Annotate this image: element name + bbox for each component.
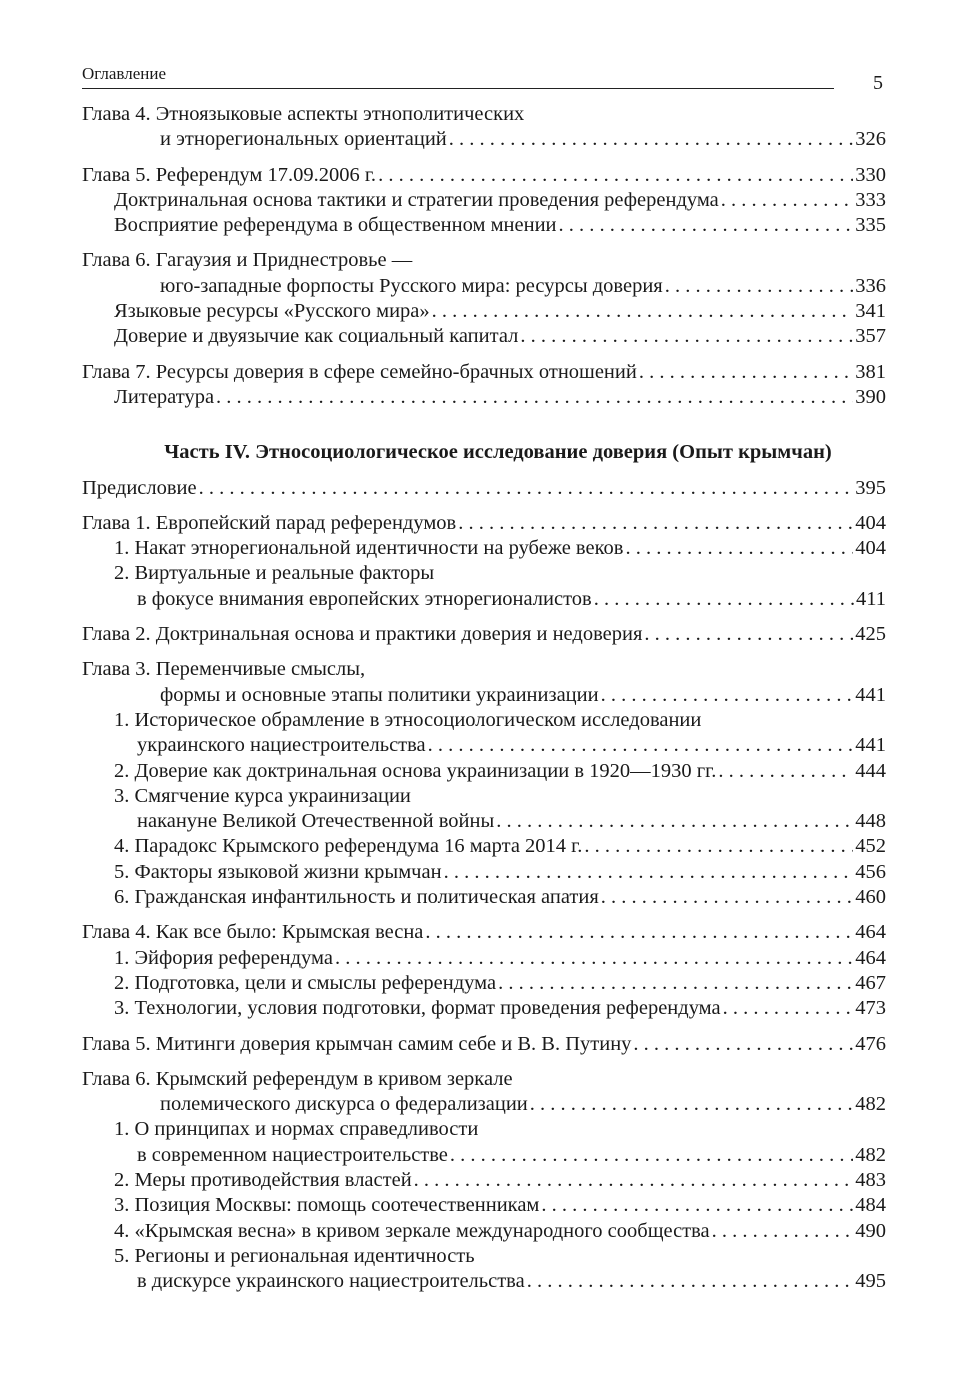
toc-entry-text: Доктринальная основа тактики и стратегии проведения референдума (114, 188, 719, 211)
toc-page-number: 357 (855, 325, 886, 348)
toc-page-number: 404 (855, 537, 886, 560)
toc-entry[interactable] (82, 1117, 886, 1142)
toc-entry-text: украинского нациестроительства (137, 734, 426, 757)
toc-entry[interactable] (82, 127, 886, 152)
toc-page-number: 404 (855, 511, 886, 534)
dot-leader (665, 274, 854, 299)
dot-leader (496, 809, 853, 834)
header-title: Оглавление (82, 64, 166, 83)
toc-entry[interactable] (82, 971, 886, 996)
dot-leader (644, 622, 853, 647)
toc-entry-text: 3. Смягчение курса украинизации (114, 784, 411, 807)
toc-group-g4 (82, 102, 886, 153)
toc-page-number: 336 (855, 274, 886, 297)
toc-entry-text: Восприятие референдума в общественном мнении (114, 214, 557, 237)
toc-entry-text: Глава 5. Референдум 17.09.2006 г. (82, 163, 377, 186)
toc-page-number: 460 (855, 886, 886, 909)
toc-group-g5 (82, 163, 886, 239)
toc-page-number: 490 (855, 1219, 886, 1242)
dot-leader (712, 1219, 854, 1244)
toc-entry[interactable] (82, 324, 886, 349)
toc-page-number: 333 (855, 188, 886, 211)
toc-page-number: 411 (856, 587, 886, 610)
toc-entry-text: формы и основные этапы политики украинизации (160, 683, 599, 706)
dot-leader (425, 920, 853, 945)
dot-leader (498, 971, 853, 996)
table-of-contents (82, 102, 886, 1294)
toc-entry[interactable] (82, 274, 886, 299)
toc-entry[interactable] (82, 1269, 886, 1294)
toc-entry-text: 2. Доверие как доктринальная основа украинизации в 1920—1930 гг. (114, 759, 717, 782)
toc-entry[interactable] (82, 683, 886, 708)
toc-page-number: 456 (855, 860, 886, 883)
toc-page-number: 444 (855, 759, 886, 782)
dot-leader (601, 683, 854, 708)
toc-entry-text: Доверие и двуязычие как социальный капитал (114, 325, 519, 348)
dot-leader (432, 299, 854, 324)
toc-entry[interactable] (82, 860, 886, 885)
toc-entry[interactable] (82, 299, 886, 324)
toc-entry-text: Глава 3. Переменчивые смыслы, (82, 658, 366, 681)
toc-entry-text: Глава 5. Митинги доверия крымчан самим себе и В. В. Путину (82, 1032, 632, 1055)
dot-leader (633, 1032, 853, 1057)
toc-group-g7 (82, 360, 886, 411)
running-header (82, 58, 834, 89)
toc-entry[interactable] (82, 1168, 886, 1193)
toc-entry-text: Глава 4. Как все было: Крымская весна (82, 921, 424, 944)
toc-entry[interactable] (82, 163, 886, 188)
dot-leader (444, 860, 854, 885)
dot-leader (639, 360, 853, 385)
dot-leader (378, 163, 853, 188)
toc-group-c2 (82, 622, 886, 647)
toc-entry-text: Глава 6. Крымский референдум в кривом зеркале (82, 1067, 513, 1090)
part-title: Часть IV. Этносоциологическое исследование доверия (Опыт крымчан) (164, 441, 832, 464)
toc-entry-text: Языковые ресурсы «Русского мира» (114, 300, 430, 323)
toc-entry-text: 2. Подготовка, цели и смыслы референдума (114, 971, 497, 994)
toc-entry[interactable] (82, 759, 886, 784)
toc-entry[interactable] (82, 561, 886, 586)
dot-leader (559, 213, 854, 238)
toc-entry-text: в дискурсе украинского нациестроительства (137, 1270, 525, 1293)
part4-section (82, 476, 886, 1295)
toc-entry[interactable] (82, 1067, 886, 1092)
toc-entry[interactable] (82, 708, 886, 733)
toc-page-number: 441 (855, 734, 886, 757)
page-number: 5 (873, 72, 883, 94)
toc-entry-text: 5. Факторы языковой жизни крымчан (114, 860, 442, 883)
toc-entry-text: 1. Эйфория референдума (114, 946, 333, 969)
toc-entry-text: в современном нациестроительстве (137, 1143, 448, 1166)
toc-entry[interactable] (82, 188, 886, 213)
toc-entry-text: полемического дискурса о федерализации (160, 1093, 528, 1116)
toc-entry[interactable] (82, 511, 886, 536)
toc-group-c4 (82, 920, 886, 1021)
toc-page-number: 381 (855, 360, 886, 383)
dot-leader (199, 476, 854, 501)
toc-entry-text: 1. Накат этнорегиональной идентичности на рубеже веков (114, 537, 624, 560)
toc-entry-text: Глава 2. Доктринальная основа и практики доверия и недоверия (82, 623, 643, 646)
toc-group-c1 (82, 511, 886, 612)
toc-entry[interactable] (82, 946, 886, 971)
toc-entry-text: накануне Великой Отечественной войны (137, 810, 495, 833)
toc-page-number: 326 (855, 128, 886, 151)
toc-entry-text: Глава 7. Ресурсы доверия в сфере семейно-брачных отношений (82, 360, 637, 383)
toc-entry[interactable] (82, 536, 886, 561)
dot-leader (584, 834, 853, 859)
dot-leader (449, 127, 853, 152)
toc-group-c5 (82, 1032, 886, 1057)
toc-entry-text: 2. Меры противодействия властей (114, 1168, 412, 1191)
toc-entry-text: 4. Парадокс Крымского референдума 16 марта 2014 г. (114, 835, 583, 858)
dot-leader (530, 1092, 853, 1117)
toc-page-number: 473 (855, 997, 886, 1020)
toc-entry-text: Предисловие (82, 476, 197, 499)
toc-page-number: 484 (855, 1194, 886, 1217)
dot-leader (458, 511, 853, 536)
toc-group-c3 (82, 657, 886, 910)
toc-entry[interactable] (82, 360, 886, 385)
toc-entry-text: 1. Историческое обрамление в этносоциологическом исследовании (114, 708, 702, 731)
toc-entry-text: Литература (114, 385, 215, 408)
toc-entry[interactable] (82, 385, 886, 410)
toc-entry[interactable] (82, 102, 886, 127)
toc-entry[interactable] (82, 834, 886, 859)
toc-entry[interactable] (82, 1193, 886, 1218)
toc-page-number: 464 (855, 946, 886, 969)
toc-entry[interactable] (82, 1244, 886, 1269)
toc-group-pre (82, 476, 886, 501)
toc-page-number: 341 (855, 300, 886, 323)
toc-entry[interactable] (82, 476, 886, 501)
toc-entry-text: 3. Позиция Москвы: помощь соотечественникам (114, 1194, 540, 1217)
toc-entry-text: 5. Регионы и региональная идентичность (114, 1244, 475, 1267)
toc-entry[interactable] (82, 1143, 886, 1168)
toc-entry[interactable] (82, 587, 886, 612)
dot-leader (520, 324, 853, 349)
toc-entry[interactable] (82, 1032, 886, 1057)
dot-leader (414, 1168, 854, 1193)
dot-leader (625, 536, 853, 561)
toc-entry-text: Глава 6. Гагаузия и Приднестровье — (82, 249, 413, 272)
toc-page-number: 483 (855, 1168, 886, 1191)
toc-group-c6 (82, 1067, 886, 1295)
toc-page-number: 464 (855, 921, 886, 944)
dot-leader (723, 996, 854, 1021)
dot-leader (594, 587, 854, 612)
toc-entry[interactable] (82, 996, 886, 1021)
toc-entry-text: и этнорегиональных ориентаций (160, 128, 447, 151)
toc-entry-text: 1. О принципах и нормах справедливости (114, 1118, 479, 1141)
toc-entry-text: Глава 4. Этноязыковые аспекты этнополитических (82, 103, 525, 125)
dot-leader (428, 733, 854, 758)
dot-leader (721, 188, 853, 213)
toc-page-number: 482 (855, 1093, 886, 1116)
toc-page-number: 395 (855, 476, 886, 499)
toc-entry[interactable] (82, 809, 886, 834)
toc-entry[interactable] (82, 920, 886, 945)
toc-entry[interactable] (82, 1092, 886, 1117)
dot-leader (450, 1143, 853, 1168)
dot-leader (541, 1193, 853, 1218)
toc-entry-text: 2. Виртуальные и реальные факторы (114, 562, 435, 585)
toc-entry[interactable] (82, 885, 886, 910)
toc-page-number: 452 (855, 835, 886, 858)
dot-leader (718, 759, 853, 784)
toc-page-number: 335 (855, 214, 886, 237)
dot-leader (601, 885, 853, 910)
toc-entry[interactable] (82, 657, 886, 682)
part3-tail-section (82, 102, 886, 410)
toc-entry-text: Глава 1. Европейский парад референдумов (82, 511, 457, 534)
toc-page-number: 467 (855, 971, 886, 994)
toc-entry[interactable] (82, 213, 886, 238)
dot-leader (527, 1269, 854, 1294)
toc-entry-text: в фокусе внимания европейских этнорегионалистов (137, 587, 592, 610)
toc-entry-text: юго-западные форпосты Русского мира: ресурсы доверия (160, 274, 663, 297)
toc-entry-text: 3. Технологии, условия подготовки, формат проведения референдума (114, 997, 721, 1020)
toc-page-number: 425 (855, 623, 886, 646)
toc-entry[interactable] (82, 248, 886, 273)
toc-entry-text: 4. «Крымская весна» в кривом зеркале международного сообщества (114, 1219, 710, 1242)
toc-page-number: 482 (855, 1143, 886, 1166)
dot-leader (216, 385, 853, 410)
toc-page-number: 495 (855, 1270, 886, 1293)
dot-leader (335, 946, 853, 971)
toc-page-number: 441 (855, 683, 886, 706)
toc-entry[interactable] (82, 733, 886, 758)
toc-entry[interactable] (82, 1219, 886, 1244)
toc-page-number: 330 (855, 163, 886, 186)
toc-entry-text: 6. Гражданская инфантильность и политическая апатия (114, 886, 599, 909)
toc-page-number: 448 (855, 810, 886, 833)
toc-page-number: 476 (855, 1032, 886, 1055)
toc-group-g6 (82, 248, 886, 349)
toc-entry[interactable] (82, 784, 886, 809)
toc-entry[interactable] (82, 622, 886, 647)
toc-page-number: 390 (855, 385, 886, 408)
